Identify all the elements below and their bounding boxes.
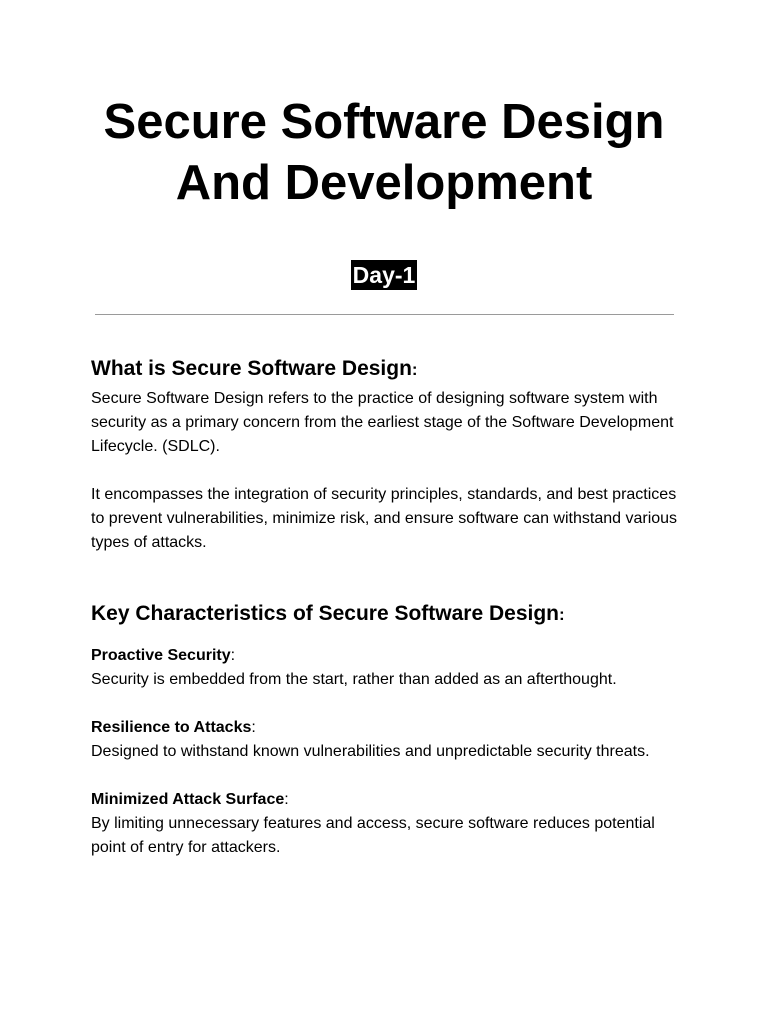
- item-text: Security is embedded from the start, rather than added as an afterthought.: [91, 671, 617, 688]
- section-heading-text: What is Secure Software Design: [91, 357, 412, 380]
- day-badge: Day-1: [352, 262, 416, 288]
- day-label-container: [0, 260, 768, 290]
- item-colon: :: [284, 791, 289, 808]
- section-heading-what-is: [91, 352, 691, 387]
- list-item: [91, 716, 691, 764]
- item-text: Designed to withstand known vulnerabilities and unpredictable security threats.: [91, 743, 650, 760]
- item-colon: :: [230, 647, 236, 664]
- item-title-resilience-to-attacks: Resilience to Attacks: [91, 719, 252, 736]
- heading-colon: :: [559, 605, 565, 624]
- item-text: By limiting unnecessary features and access, secure software reduces potential point of entry for attackers.: [91, 815, 655, 856]
- list-item: [91, 644, 691, 692]
- title-line-2: And Development: [175, 156, 593, 210]
- paragraph-encompasses: It encompasses the integration of security principles, standards, and best practices to prevent vulnerabilities, minimize risk, and ensure software can withstand various types of attacks.: [91, 486, 678, 551]
- item-title-minimized-attack-surface: Minimized Attack Surface: [91, 791, 285, 808]
- paragraph-definition: Secure Software Design refers to the practice of designing software system with security as a primary concern from the earliest stage of the Software Development Lifecycle. (SDLC).: [91, 390, 674, 455]
- section-heading-text: Key Characteristics of Secure Software Design: [91, 602, 560, 625]
- item-title-proactive-security: Proactive Security: [91, 647, 231, 664]
- document-title: [0, 92, 768, 214]
- item-colon: :: [251, 719, 256, 736]
- list-item: [91, 788, 691, 860]
- heading-colon: :: [411, 360, 418, 379]
- horizontal-divider: [95, 314, 674, 315]
- title-line-1: Secure Software Design: [103, 95, 665, 149]
- section-heading-key-characteristics: [91, 597, 691, 632]
- document-body: [91, 352, 691, 860]
